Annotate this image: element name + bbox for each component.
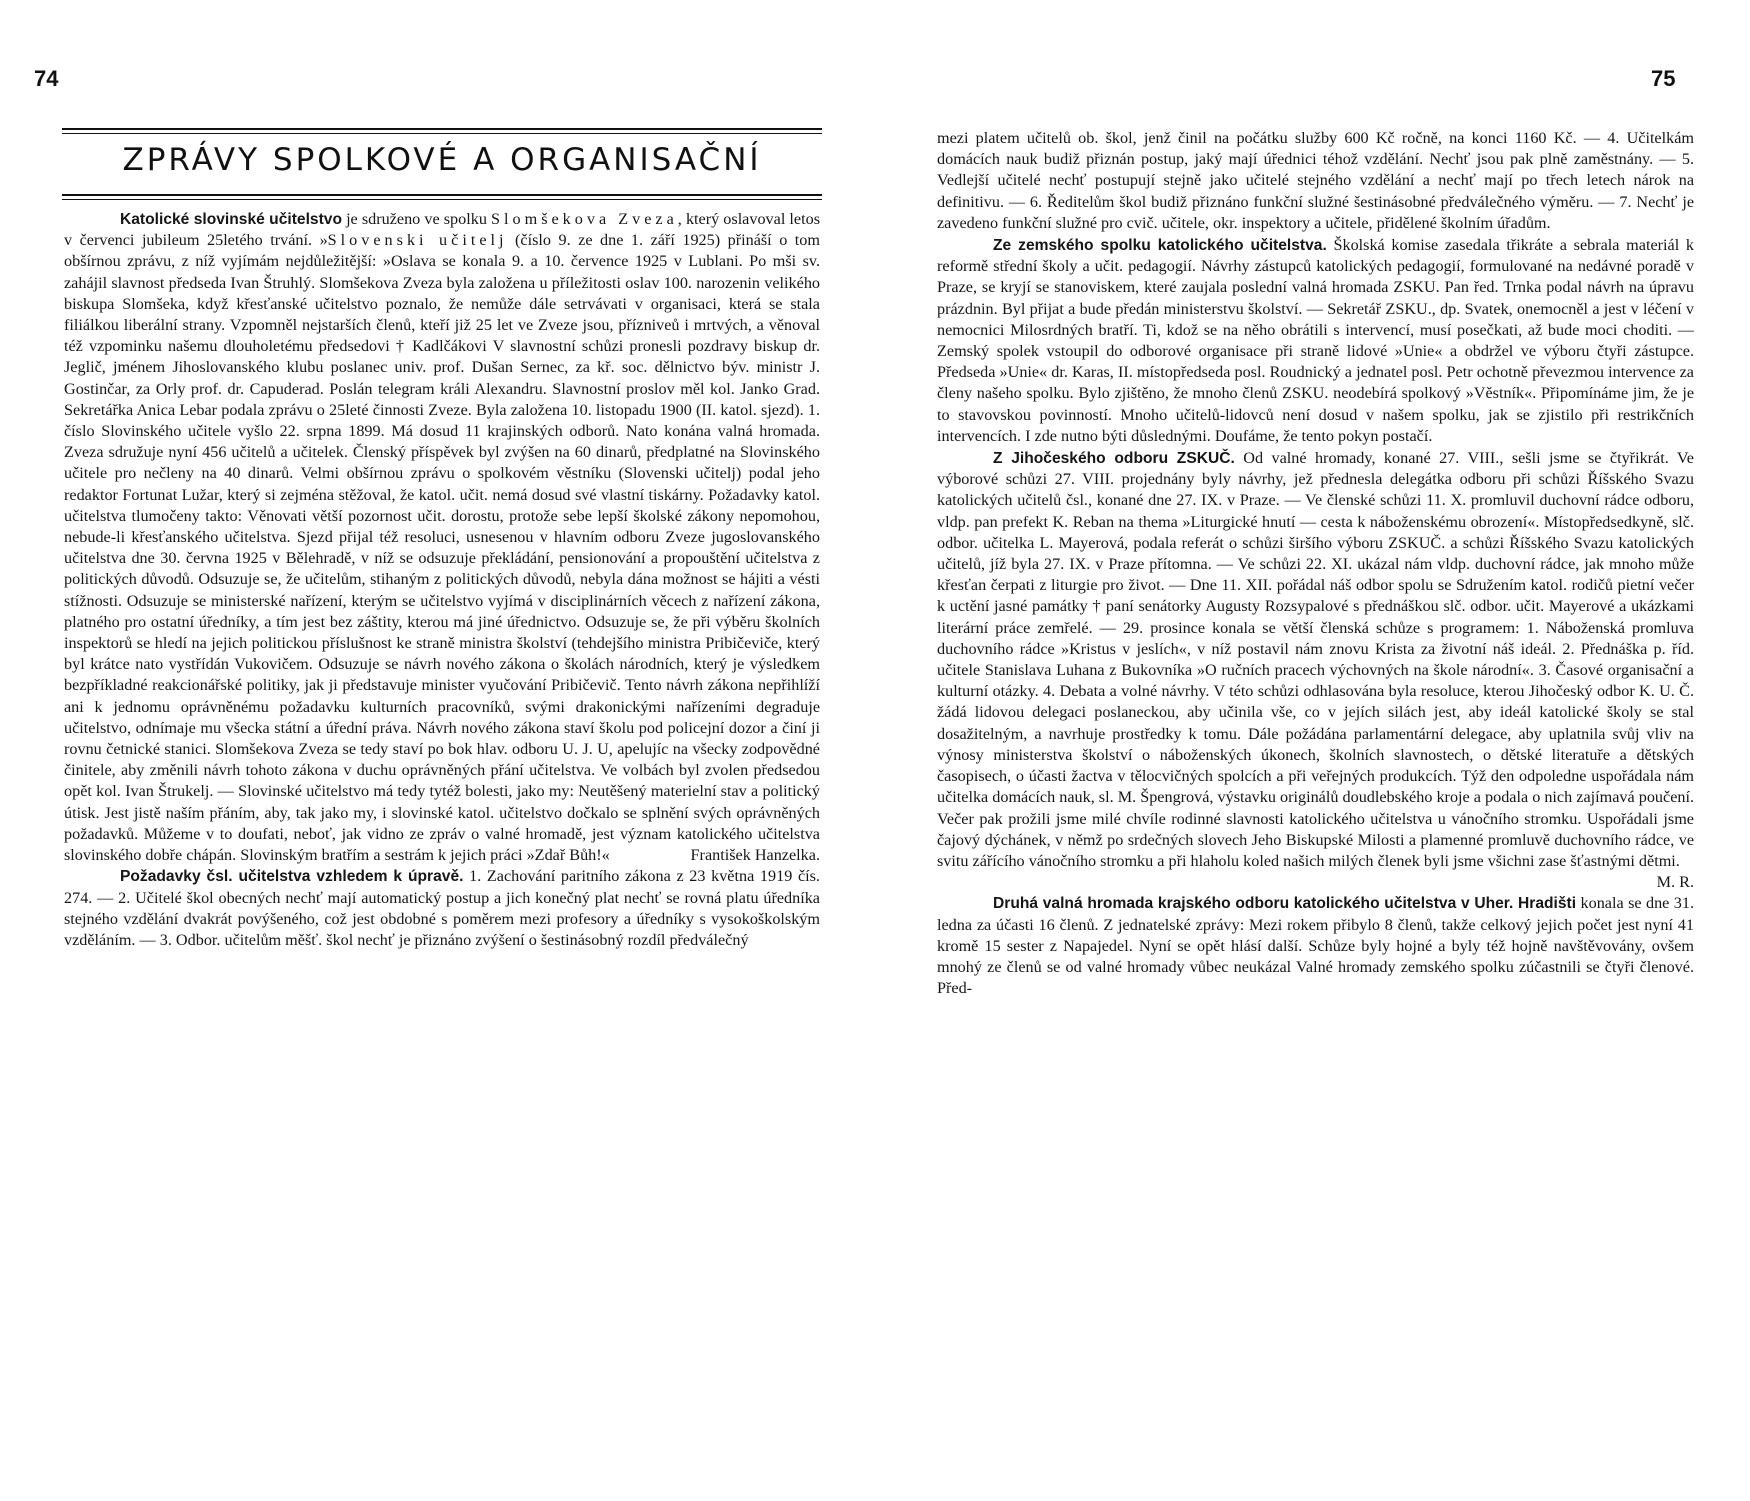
article-requirements [64, 866, 820, 951]
article-text: 1. Zachování paritního zákona z 23 května 1919 čís. 274. — 2. Učitelé škol obecných nechť mají automatický postup a jich konečný plat nechť se rovná platu úředníka stejného vzdělání dvakrát povýšeného, což jest obdobné s poměrem mezi profesory a úředníky s vysokoškolským vzděláním. — 3. Odbor. učitelům měšť. škol nechť je přiznáno zvýšení o šestinásobný rozdíl předválečný [64, 867, 820, 949]
title-rule-bottom [62, 194, 822, 196]
spaced-name: Slomšekova Zveza [491, 210, 678, 228]
title-rule-top [62, 128, 822, 130]
article-text: je sdruženo ve spolku [341, 210, 492, 228]
article-heading: Druhá valná hromada krajského odboru katolického učitelstva v Uher. Hradišti [993, 895, 1577, 913]
section-title: ZPRÁVY SPOLKOVÉ A ORGANISAČNÍ [122, 142, 762, 178]
article-heading: Ze zemského spolku katolického učitelstva. [993, 237, 1327, 255]
article-text: konala se dne 31. ledna za účasti 16 členů. Z jednatelské zprávy: Mezi rokem přibylo 8 členů, takže celkový jejich počet jest nyní 41 kromě 15 sester z Napajedel. Nyní se opět hlásí další. Schůze byly hojné a byly též hojně navštěvovány, ovšem mnohý ze členů se od valné hromady vůbec neukázal Valné hromady zemského spolku zúčastnili se čtyři členové. Před- [937, 894, 1695, 998]
spaced-name: Slovenski učitelj [327, 231, 508, 250]
article-requirements-continued [937, 128, 1694, 234]
right-page [875, 0, 1750, 1501]
article-text: mezi platem učitelů ob. škol, jenž činil na počátku služby 600 Kč ročně, na konci 1160 Kč. — 4. Učitelkám domácích nauk budiž přiznán postup, jaký mají úřednici téhož vzdělání. Nechť jsou pak plně zaměstnány. — 5. Vedlejší učitelé nechť postupují stejně jako učitelé stejného vzdělání a nechť mají po třech letech nárok na definitivu. — 6. Ředitelům škol budiž přiznáno funkční služné šestinásobné předválečného výměru. — 7. Nechť je zavedeno funkční služné pro cvič. učitele, okr. inspektory a učitele, přidělené školním úřadům. [937, 129, 1694, 232]
article-text: , který oslavoval letos v červenci jubileum 25letého trvání. » [64, 210, 821, 250]
article-slovene-teachers [64, 209, 820, 866]
article-text: (číslo 9. ze dne 1. září 1925) přináší o tom obšírnou zprávu, z níž vyjímám nejdůležitější: »Oslava se konala 9. a 10. července 1925 v Lublani. Po mši sv. zahájil slavnost předseda Ivan Štruhlý. Slomšekova Zveza byla založena u příležitosti oslav 100. narozenin velikého biskupa Slomšeka, když křesťanské učitelstvo poznalo, že nemůže dále setrvávati v organisaci, která se stala filiálkou liberální strany. Vzpomněl nejstarších členů, kteří již 25 let ve Zveze jsou, přízniveů i mrtvých, a věnoval též vzpominku našemu dlouholetému předsedovi † Kadlčákovi V slavnostní schůzi pronesli pozdravy biskup dr. Jeglič, jménem Jihoslovanského klubu poslanec univ. prof. Dušan Sernec, za kř. soc. dělnictvo býv. ministr J. Gostinčar, za Orly prof. dr. Capuderad. Poslán telegram králi Alexandru. Slavnostní proslov měl kol. Janko Grad. Sekretářka Anica Lebar podala zprávu o 25leté činnosti Zveze. Byla založena 10. listopadu 1900 (II. katol. sjezd). 1. číslo Slovinského učitele vyšlo 22. srpna 1899. Má dosud 11 krajinských odborů. Nato konána valná hromada. Zveza sdružuje nyní 456 učitelů a učitelek. Členský příspěvek byl zvýšen na 60 dinarů, předplatné na Slovinského učitele pro nečleny na 40 dinarů. Velmi obšírnou zprávu o spolkovém věstníku (Slovenski učitelj) podal jeho redaktor Fortunat Lužar, který si zejména stěžoval, že katol. učit. nemá dosud své vlastní tiskárny. Požadavky katol. učitelstva tlumočeny takto: Věnovati větší pozornost učit. dorostu, protože sebe lepší školské zákony nepomohou, nebude-li křesťanského učitelstva. Sjezd přijal též resoluci, usnesenou v hlavním odboru Zveze jugoslovanského učitelstva dne 30. června 1925 v Bělehradě, v níž se odsuzuje překládání, pensionování a propouštění učitelstva z politických důvodů. Odsuzuje se, že učitelům, stihaným z politických důvodů, nebyla dána možnost se hájiti a vésti stížnosti. Odsuzuje se ministerské nařízení, kterým se učitelstvo vyjímá v disciplinárních věcech z nařízení zákona, platného pro ostatní úředníky, a tím jest bez záštity, kterou má jiné úřednictvo. Odsuzuje se, že při výběru školních inspektorů se hledí na jejich politickou příslušnost ke straně ministra školství (tehdejšího ministra Pribičeviče, který byl krátce nato vystřídán Vukovičem. Odsuzuje se návrh nového zákona o školách národních, který je výsledkem bezpříkladné reakcionářské politiky, jak ji představuje minister vyučování Pribičevič. Tento návrh zákona nepřihlíží ani k jednomu oprávněnému požadavku kulturních pracovníků, svými drakonickými nařízeními degraduje učitelstvo, odnímaje mu všecka státní a úřední práva. Návrh nového zákona staví školu pod policejní dozor a činí ji rovnu četnické stanici. Slomšekova Zveza se tedy staví po bok hlav. odboru U. J. U, apelujíc na všecky zodpovědné činitele, aby změnili návrh tohoto zákona v duchu oprávněných přání učitelstva. Ve volbách byl zvolen předsedou opět kol. Ivan Štrukelj. — Slovinské učitelstvo má tedy tytéž bolesti, jako my: Neutěšený materielní stav a politický útisk. Jest jistě naším přáním, aby, tak jako my, i slovinské katol. učitelstvo dočkalo se splnění svých oprávněných požadavků. Můžeme v to doufati, neboť, jak vidno ze zpráv o valné hromadě, jest význam katolického učitelstva slovinského dobře chápán. Slovinským bratřím a sestrám k jejich práci »Zdař Bůh!« [64, 231, 820, 865]
page-number-right: 75 [1651, 66, 1676, 91]
article-text: Školská komise zasedala třikráte a sebrala materiál k reformě střední školy a učit. pedagogií. Návrhy zástupců katolických pedagogií, formulované na nedávné poradě v Praze, se kryjí se stanoviskem, které zaujala poslední valná hromada ZSKU. Pan řed. Trnka podal návrh na úpravu prázdnin. Byl přijat a bude předán ministerstvu školství. — Sekretář ZSKU., dp. Svatek, onemocněl a jest v léčení v nemocnici Milosrdných bratří. Ti, kdož se na něho obrátili s intervencí, musí posečkati, až bude moci choditi. — Zemský spolek vstoupil do odborové organisace při straně lidové »Unie« a obdržel ve výboru čtyři zástupce. Předseda »Unie« dr. Karas, II. místopředseda posl. Roudnický a jednatel posl. Petr ochotně převezmou intervence za členy našeho spolku. Bylo zjištěno, že mnoho členů ZSKU. neodebírá spolkový »Věstník«. Připomínáme jim, že je to stavovskou povinností. Mnoho učitelů-lidovců není dosud v našem spolku, jak se zjistilo při restrikčních intervencích. I zde nutno býti důslednými. Doufáme, že tento pokyn postačí. [937, 236, 1694, 445]
right-column [937, 128, 1694, 999]
article-signature: M. R. [1656, 873, 1694, 892]
title-rule-bottom-thin [62, 199, 822, 200]
article-heading: Požadavky čsl. učitelstva vzhledem k úpravě. [120, 868, 464, 886]
article-land-association [937, 235, 1694, 447]
left-column [64, 209, 820, 951]
article-text: Od valné hromady, konané 27. VIII., sešli jsme se čtyřikrát. Ve výborové schůzi 27. VIII. projednány byly návrhy, jež přednesla delegátka odboru při schůzi Říšského Svazu katolických učitelů čsl., konané dne 27. IX. v Praze. — Ve členské schůzi 11. X. promluvil duchovní rádce odboru, vldp. pan prefekt K. Reban na thema »Liturgické hnutí — cesta k náboženskému obrození«. Místopředsedkyně, slč. odbor. učitelka L. Mayerová, podala referát o schůzi širšího výboru ZSKUČ. a schůzi Říšského Svazu katolických učitelů, jíž byla 27. IX. v Praze přítomna. — Ve schůzi 22. XI. ukázal nám vldp. duchovní rádce, jak mnoho může křesťan čerpati z liturgie pro život. — Dne 11. XII. pořádal náš odbor spolu se Sdružením katol. rodičů pietní večer k uctění jasné památky † paní senátorky Augusty Rozsypalové s přednáškou slč. odbor. učit. Mayerové a ukázkami literární práce zemřelé. — 29. prosince konala se větší členská schůze s programem: 1. Náboženská promluva duchovního rádce »Kristus v jeslích«, v níž postavil nám znovu Krista za životní náš ideál. 2. Přednáška p. říd. učitele Stanislava Luhana z Bukovníka »O ručních pracech výchovných na škole národní«. 3. Časové organisační a kulturní otázky. 4. Debata a volné návrhy. V této schůzi odhlasována byla resoluce, kterou Jihočeský odbor K. U. Č. žádá lidovou delegaci poslaneckou, aby učinila vše, co v jejích silách jest, aby ideál katolické školy se stal dosažitelným, a navrhuje prostředky k tomu. Dále požádána parlamentární delegace, aby uplatnila svůj vliv na výnosy ministerstva školství o náboženských úkonech, školních slavnostech, o dětské literatuře a dětských časopisech, o účasti žactva v tělocvičných spolcích a při veřejných produkcích. Týž den odpoledne uspořádala nám učitelka domácích nauk, sl. M. Špengrová, výstavku originálů doudlebského kroje a podala o nich zajímavá poučení. Večer pak prožili jsme milé chvíle rodinné slavnosti katolického učitelstva u vánočního stromku. Uspořádali jsme čajový dýchánek, v němž po srdečných slovech Jeho Biskupské Milosti a plamenné promluvě duchovního rádce, ve svitu zářícího vánočního stromku a při hlaholu koled našich milých členek byli jsme všichni zase šťastnými dětmi. [937, 449, 1695, 870]
section-heading-block [62, 128, 822, 202]
article-uherske-hradiste [937, 893, 1694, 999]
article-heading: Z Jihočeského odboru ZSKUČ. [993, 450, 1235, 468]
article-south-bohemian-branch [937, 448, 1695, 892]
page-number-left: 74 [34, 66, 59, 91]
title-rule-top-thin [62, 133, 822, 134]
article-signature: František Hanzelka. [690, 846, 820, 865]
article-heading: Katolické slovinské učitelstvo [120, 211, 342, 228]
